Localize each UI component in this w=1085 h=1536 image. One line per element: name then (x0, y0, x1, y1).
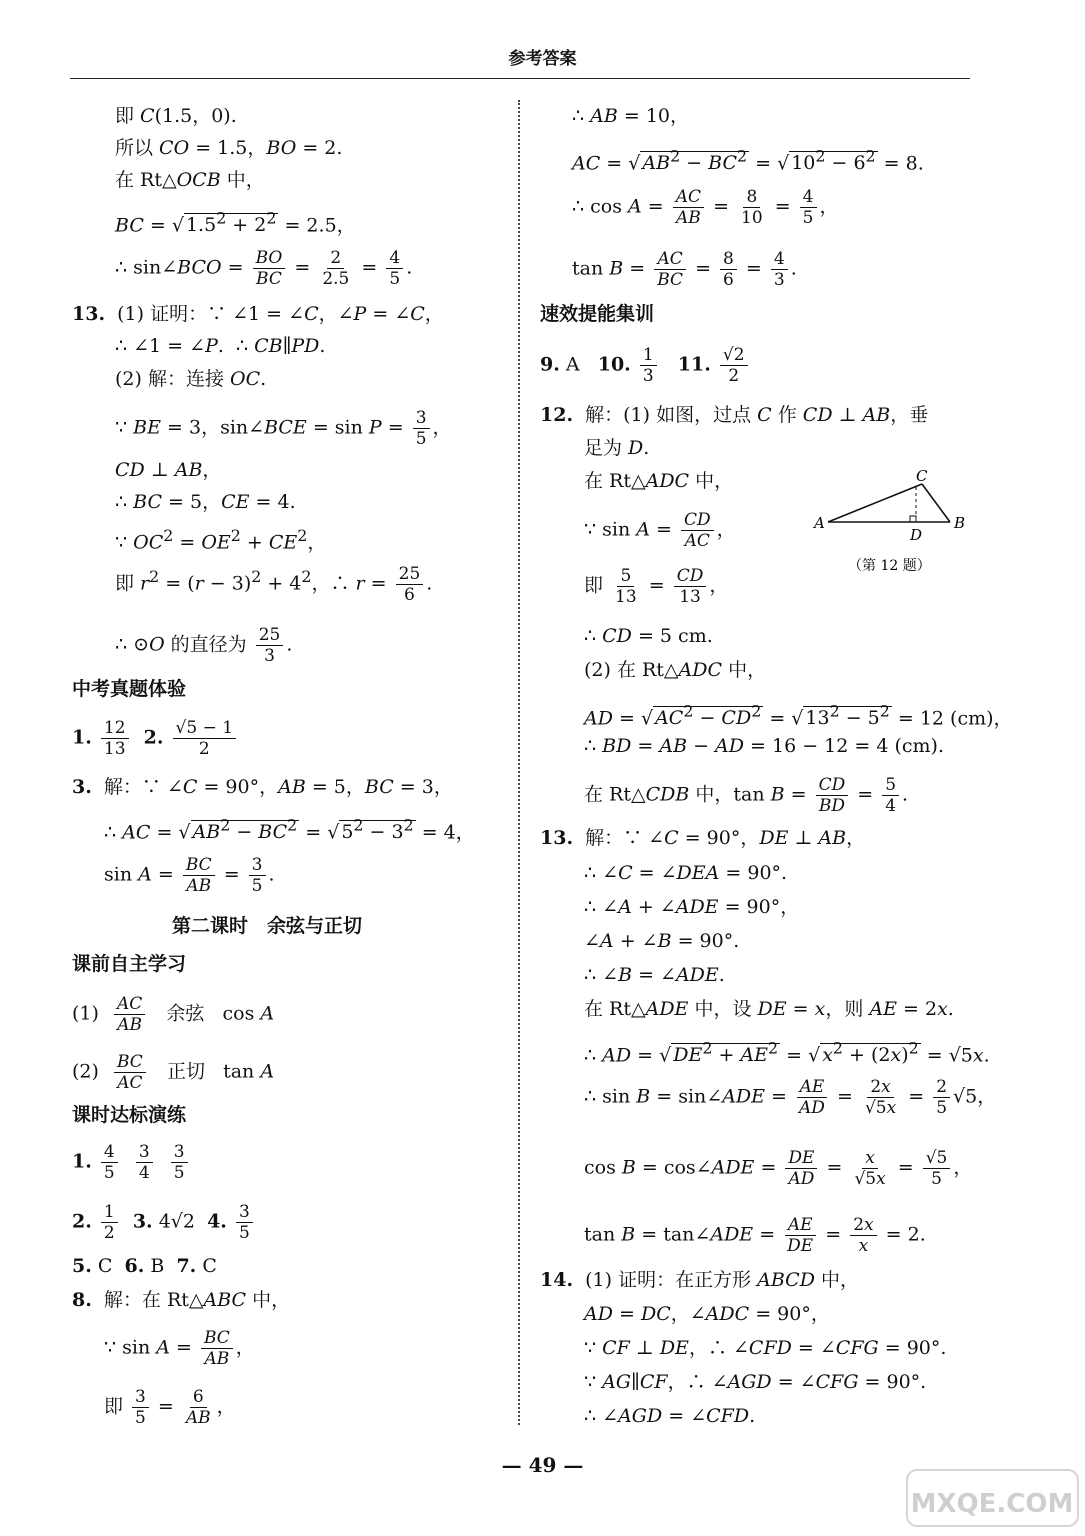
text-line: 1. $\frac{4}{5}$ $\frac{3}{4}$ $\frac{3}{5}$ (72, 1142, 191, 1183)
text-line: AD = DC，∠ADC = 90°， (584, 1303, 830, 1325)
text-line: CD ⊥ AB， (115, 459, 222, 481)
text-line: 13. 解：∵ ∠C = 90°，DE ⊥ AB， (540, 827, 866, 849)
text-line: 12. 解：(1) 如图，过点 C 作 CD ⊥ AB，垂 (540, 404, 929, 426)
text-line: ∵ CF ⊥ DE，∴ ∠CFD = ∠CFG = 90°. (584, 1337, 947, 1359)
text-line: 2. $\frac{1}{2}$ 3. 4√2 4. $\frac{3}{5}$ (72, 1202, 256, 1243)
text-line: 即 $r^2 = (r - 3)^2 + 4^2$，∴ r = $\frac{25}{6}$ . (115, 564, 433, 605)
text-line: 在 Rt△ADE 中，设 DE = x，则 AE = 2x. (584, 998, 954, 1020)
text-line: ∴ AC = √ $AB^2 - BC^2$ = √ $5^2 - 3^2 = 4$， (104, 816, 475, 844)
text-line: ∴ ∠AGD = ∠CFD. (584, 1405, 756, 1427)
text-line: 即 $\frac{5}{13}$ = $\frac{CD}{13}$ ， (584, 566, 729, 607)
text-line: 1. $\frac{12}{13}$ 2. $\frac{√5 - 1}{2}$ (72, 718, 239, 759)
label-a: A (814, 514, 825, 532)
text-line: ∵ AG∥CF，∴ ∠AGD = ∠CFG = 90°. (584, 1371, 927, 1393)
section-title: 中考真题体验 (72, 678, 187, 700)
header-rule (70, 78, 970, 79)
section-title: 速效提能集训 (540, 303, 655, 325)
text-line: ∴ ∠1 = ∠P. ∴ CB∥PD. (115, 335, 326, 357)
text-line: (1) $\frac{AC}{AB}$ 余弦 cos A (72, 994, 275, 1035)
text-line: 足为 D. (584, 437, 650, 459)
text-line: 在 Rt△CDB 中，tan B = $\frac{CD}{BD}$ = $\frac{5}{4}$ . (584, 775, 909, 816)
text-line: ∴ sin∠BCO = $\frac{BO}{BC}$ = $\frac{2}{2.5}$ = $\frac{4}{5}$ . (115, 248, 413, 289)
text-line: 在 Rt△ADC 中， (584, 470, 734, 492)
text-line: AC = √ $AB^2 - BC^2$ = √ $10^2 - 6^2 = 8$. (572, 147, 924, 175)
text-line: ∴ AD = √ $DE^2 + AE^2$ = √ $x^2 + (2x)^2 = √5x$. (584, 1039, 990, 1067)
text-line: ∴ ∠C = ∠DEA = 90°. (584, 862, 788, 884)
text-line: tan B = $\frac{AC}{BC}$ = $\frac{8}{6}$ = $\frac{4}{3}$ . (572, 249, 797, 290)
column-divider (518, 100, 520, 1425)
text-line: ∴ BC = 5，CE = 4. (115, 491, 296, 513)
text-line: 8. 解：在 Rt△ABC 中， (72, 1289, 291, 1311)
text-line: 在 Rt△OCB 中， (115, 169, 265, 191)
text-line: ∵ sin A = $\frac{CD}{AC}$ ， (584, 510, 736, 551)
watermark-text: MXQE.COM (910, 1489, 1074, 1519)
text-line: ∵ sin A = $\frac{BC}{AB}$ ， (104, 1328, 255, 1369)
text-line: ∴ ⊙O 的直径为 $\frac{25}{3}$ . (115, 625, 293, 666)
triangle-figure (810, 470, 970, 584)
label-d: D (910, 526, 923, 544)
label-b: B (954, 514, 966, 532)
text-line: 所以 CO = 1.5，BO = 2. (115, 137, 343, 159)
text-line: 5. C 6. B 7. C (72, 1255, 217, 1277)
label-c: C (916, 470, 928, 485)
text-line: 14. (1) 证明：在正方形 ABCD 中， (540, 1269, 859, 1291)
text-line: ∴ ∠B = ∠ADE. (584, 964, 725, 986)
text-line: ∵ $OC^2 = OE^2 + CE^2$， (115, 526, 327, 554)
text-line: ∴ ∠A + ∠ADE = 90°， (584, 896, 800, 918)
text-line: 3. 解：∵ ∠C = 90°，AB = 5，BC = 3， (72, 776, 453, 798)
section-title: 课时达标演练 (72, 1104, 187, 1126)
section-title: 课前自主学习 (72, 953, 187, 975)
lesson-title: 第二课时 余弦与正切 (172, 915, 363, 937)
text-line: 13. (1) 证明：∵ ∠1 = ∠C，∠P = ∠C， (72, 303, 444, 325)
figure-caption: （第 12 题） (848, 558, 931, 574)
watermark-logo (905, 1468, 1080, 1528)
text-line: ∴ AB = 10， (572, 105, 690, 127)
text-line: ∴ cos A = $\frac{AC}{AB}$ = $\frac{8}{10}$ = $\frac{4}{5}$ ， (572, 187, 839, 228)
text-line: AD = √ $AC^2 - CD^2$ = √ $13^2 - 5^2 = 12$ (cm)， (584, 702, 1013, 730)
text-line: (2) 解：连接 OC. (115, 368, 267, 390)
text-line: tan B = tan∠ADE = $\frac{AE}{DE}$ = $\frac{2x}{x}$ = 2. (584, 1215, 926, 1256)
text-line: sin A = $\frac{BC}{AB}$ = $\frac{3}{5}$ . (104, 855, 275, 896)
text-line: ∠A + ∠B = 90°. (584, 930, 740, 952)
text-line: (2) $\frac{BC}{AC}$ 正切 tan A (72, 1052, 275, 1093)
text-line: 即 $\frac{3}{5}$ = $\frac{6}{AB}$ ， (104, 1387, 236, 1428)
page-header: 参考答案 (508, 49, 577, 69)
page-number: — 49 — (501, 1453, 584, 1477)
text-line: (2) 在 Rt△ADC 中， (584, 659, 767, 681)
text-line: ∴ CD = 5 cm. (584, 625, 713, 647)
text-line: 即 C(1.5，0). (115, 105, 237, 127)
triangle-diagram (810, 470, 970, 580)
text-line: cos B = cos∠ADE = $\frac{DE}{AD}$ = $\frac{x}{√5x}$ = $\frac{√5}{5}$ ， (584, 1148, 973, 1189)
text-line: ∴ sin B = sin∠ADE = $\frac{AE}{AD}$ = $\frac{2x}{√5x}$ = $\frac{2}{5}$ √5， (584, 1077, 997, 1118)
text-line: BC = √ $1.5^2 + 2^2 = 2.5$， (115, 209, 356, 237)
text-line: 9. A 10. $\frac{1}{3}$ 11. $\frac{√2}{2}$ (540, 345, 751, 386)
text-line: ∴ BD = AB − AD = 16 − 12 = 4 (cm). (584, 735, 945, 757)
text-line: ∵ BE = 3，sin∠BCE = sin P = $\frac{3}{5}$ ， (115, 408, 452, 449)
